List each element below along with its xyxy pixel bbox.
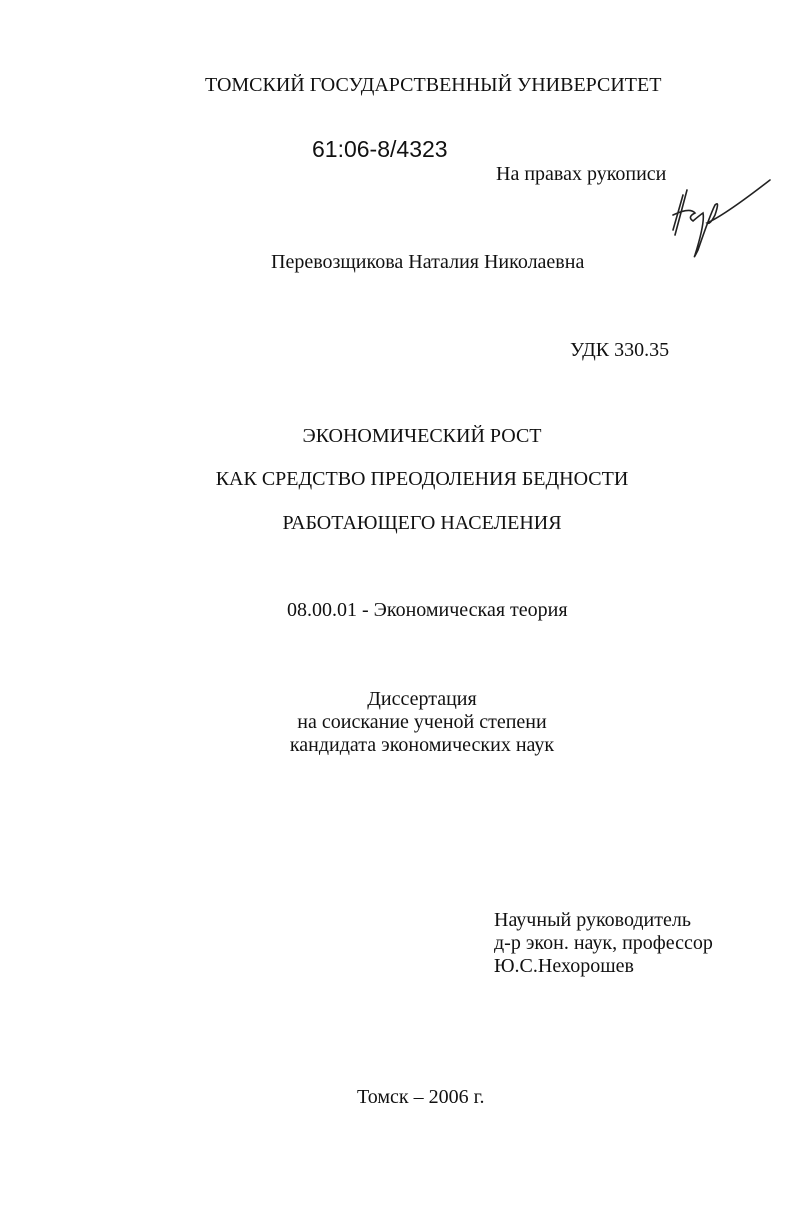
degree-line-3: кандидата экономических наук bbox=[289, 734, 555, 756]
degree-line-1: Диссертация bbox=[367, 688, 477, 710]
title-line-1: ЭКОНОМИЧЕСКИЙ РОСТ bbox=[302, 425, 542, 447]
manuscript-rights: На правах рукописи bbox=[496, 163, 667, 185]
supervisor-label: Научный руководитель bbox=[494, 909, 691, 931]
author-name: Перевозщикова Наталия Николаевна bbox=[271, 251, 585, 273]
title-line-3: РАБОТАЮЩЕГО НАСЕЛЕНИЯ bbox=[282, 512, 562, 534]
library-code: 61:06-8/4323 bbox=[312, 136, 448, 162]
degree-line-2: на соискание ученой степени bbox=[297, 711, 547, 733]
signature-image bbox=[665, 175, 775, 260]
title-line-2: КАК СРЕДСТВО ПРЕОДОЛЕНИЯ БЕДНОСТИ bbox=[215, 468, 629, 490]
specialty: 08.00.01 - Экономическая теория bbox=[287, 599, 568, 621]
place-year: Томск – 2006 г. bbox=[357, 1086, 485, 1108]
supervisor-name: Ю.С.Нехорошев bbox=[494, 955, 634, 977]
udc-code: УДК 330.35 bbox=[570, 339, 670, 361]
university-name: ТОМСКИЙ ГОСУДАРСТВЕННЫЙ УНИВЕРСИТЕТ bbox=[205, 74, 662, 96]
supervisor-degree: д-р экон. наук, профессор bbox=[494, 932, 713, 954]
